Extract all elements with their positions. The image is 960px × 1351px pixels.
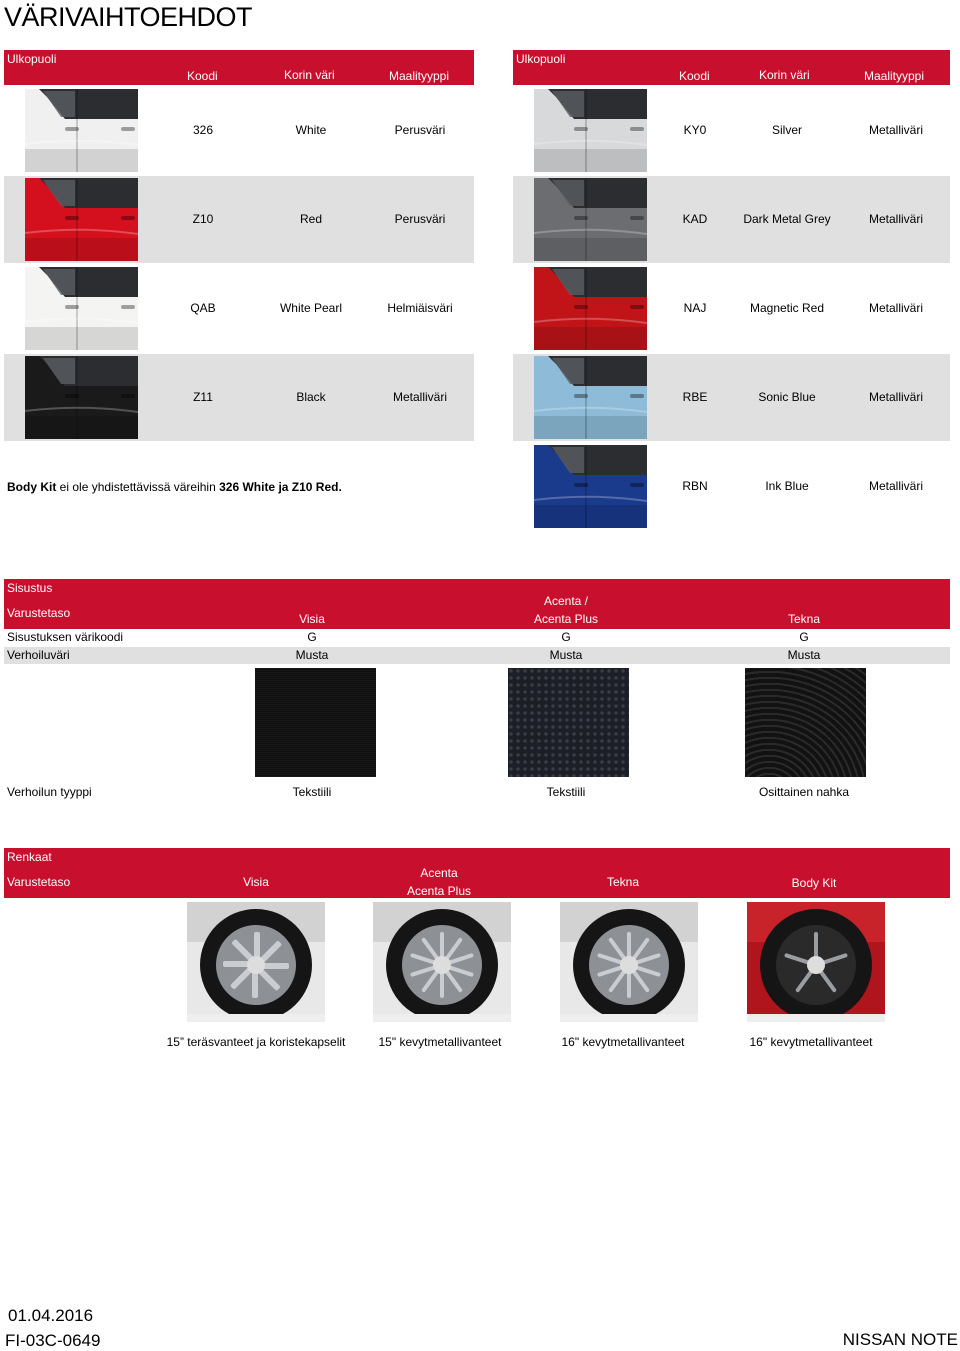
color-row xyxy=(4,265,474,352)
color-row xyxy=(513,354,950,441)
footer-model: NISSAN NOTE xyxy=(842,1330,958,1349)
col-type-header: Maalityyppi xyxy=(864,69,925,83)
exterior-left-header xyxy=(4,50,474,85)
color-name: Black xyxy=(296,390,326,404)
col-color-header: Korin väri xyxy=(284,68,335,82)
col-code-header: Koodi xyxy=(187,69,218,83)
note-bold: 326 White ja Z10 Red. xyxy=(219,480,342,494)
color-row xyxy=(513,265,950,352)
paint-type: Metalliväri xyxy=(868,301,924,315)
color-name: White xyxy=(295,123,327,137)
fabric-swatch-tekna xyxy=(745,668,866,777)
wheel-label: 15” teräsvanteet ja koristekapselit xyxy=(166,1035,346,1049)
color-name: Red xyxy=(299,212,323,226)
wheel-image xyxy=(560,902,698,1022)
color-code: KAD xyxy=(682,212,708,226)
color-row xyxy=(513,443,950,530)
paint-swatch xyxy=(534,445,647,528)
paint-type: Metalliväri xyxy=(868,123,924,137)
color-name: Sonic Blue xyxy=(758,390,816,404)
color-code: QAB xyxy=(190,301,216,315)
paint-type: Helmiäisväri xyxy=(387,301,453,315)
color-row xyxy=(4,87,474,174)
paint-type: Metalliväri xyxy=(868,479,924,493)
color-name: Dark Metal Grey xyxy=(743,212,831,226)
color-code: RBE xyxy=(682,390,708,404)
body-kit-note xyxy=(7,480,342,494)
trim-tekna: Tekna xyxy=(787,612,821,626)
color-code-label: Sisustuksen värikoodi xyxy=(7,630,124,644)
paint-swatch xyxy=(25,89,138,172)
paint-swatch xyxy=(25,267,138,350)
color-row xyxy=(513,87,950,174)
wheel-image xyxy=(373,902,511,1022)
wheel-label: 15" kevytmetallivanteet xyxy=(378,1035,502,1049)
color-name: Silver xyxy=(771,123,803,137)
color-row xyxy=(4,354,474,441)
color-code: NAJ xyxy=(683,301,707,315)
section-label: Ulkopuoli xyxy=(516,52,566,66)
upholstery-color-value: Musta xyxy=(549,648,583,662)
fabric-swatch-visia xyxy=(255,668,376,777)
footer-date: 01.04.2016 xyxy=(8,1306,94,1325)
color-code: Z10 xyxy=(192,212,214,226)
paint-type: Perusväri xyxy=(394,212,446,226)
exterior-right-header xyxy=(513,50,950,85)
color-name: Magnetic Red xyxy=(749,301,825,315)
section-label: Sisustus xyxy=(7,581,53,595)
upholstery-type-value: Tekstiili xyxy=(546,785,586,799)
note-bold: Body Kit xyxy=(7,480,57,494)
wheel-label: 16" kevytmetallivanteet xyxy=(749,1035,873,1049)
paint-swatch xyxy=(25,178,138,261)
section-label: Renkaat xyxy=(7,850,52,864)
trim-acenta-line1: Acenta xyxy=(420,866,458,880)
wheel-image xyxy=(187,902,325,1022)
trim-visia: Visia xyxy=(243,875,269,889)
paint-swatch xyxy=(25,356,138,439)
paint-swatch xyxy=(534,89,647,172)
wheel-image xyxy=(747,902,885,1022)
color-name: White Pearl xyxy=(279,301,343,315)
color-code: 326 xyxy=(192,123,214,137)
upholstery-type-value: Tekstiili xyxy=(292,785,332,799)
interior-header xyxy=(4,579,950,629)
trim-label: Varustetaso xyxy=(7,875,71,889)
color-code: KY0 xyxy=(683,123,707,137)
page-title: VÄRIVAIHTOEHDOT xyxy=(4,2,253,32)
section-label: Ulkopuoli xyxy=(7,52,57,66)
upholstery-color-value: Musta xyxy=(295,648,329,662)
trim-label: Varustetaso xyxy=(7,606,71,620)
wheel-label: 16" kevytmetallivanteet xyxy=(561,1035,685,1049)
fabric-swatch-acenta xyxy=(508,668,629,777)
trim-tekna: Tekna xyxy=(606,875,640,889)
footer-code: FI-03C-0649 xyxy=(5,1331,101,1350)
col-type-header: Maalityyppi xyxy=(389,69,450,83)
paint-type: Metalliväri xyxy=(868,212,924,226)
paint-swatch xyxy=(534,267,647,350)
upholstery-type-label: Verhoilun tyyppi xyxy=(7,785,92,799)
trim-acenta-line2: Acenta Plus xyxy=(533,612,599,626)
trim-acenta-line1: Acenta / xyxy=(543,594,589,608)
upholstery-type-value: Osittainen nahka xyxy=(758,785,850,799)
trim-body-kit: Body Kit xyxy=(791,876,837,890)
color-code-value: G xyxy=(799,630,809,644)
trim-acenta-line2: Acenta Plus xyxy=(406,884,472,898)
color-code-value: G xyxy=(561,630,571,644)
color-code: RBN xyxy=(682,479,708,493)
color-name: Ink Blue xyxy=(765,479,809,493)
col-color-header: Korin väri xyxy=(759,68,810,82)
color-code-value: G xyxy=(307,630,317,644)
note-text: ei ole yhdistettävissä väreihin xyxy=(56,480,220,494)
color-row xyxy=(513,176,950,263)
paint-type: Metalliväri xyxy=(868,390,924,404)
trim-visia: Visia xyxy=(299,612,325,626)
col-code-header: Koodi xyxy=(679,69,710,83)
paint-type: Metalliväri xyxy=(392,390,448,404)
tyres-header xyxy=(4,848,950,898)
paint-swatch xyxy=(534,356,647,439)
upholstery-color-value: Musta xyxy=(787,648,821,662)
paint-type: Perusväri xyxy=(394,123,446,137)
color-row xyxy=(4,176,474,263)
upholstery-color-label: Verhoiluväri xyxy=(7,648,70,662)
paint-swatch xyxy=(534,178,647,261)
color-code: Z11 xyxy=(193,390,213,404)
